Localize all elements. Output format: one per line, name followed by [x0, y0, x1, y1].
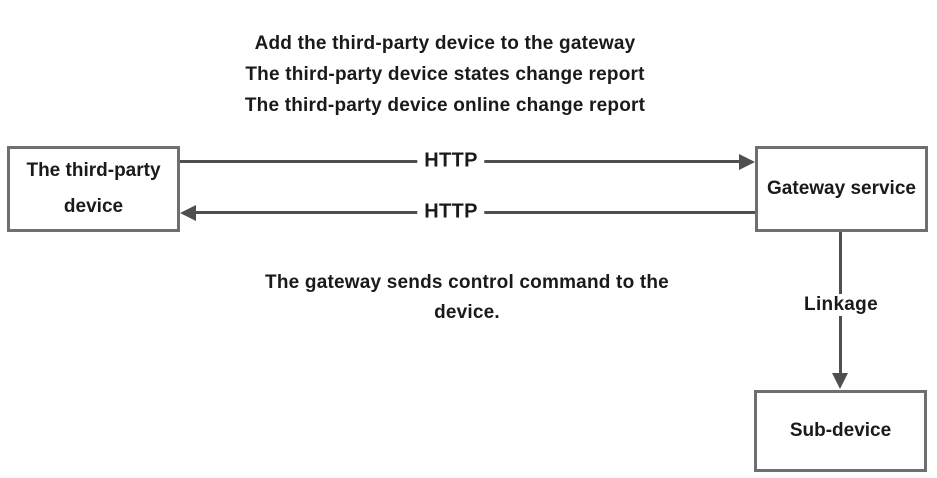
edge-linkage-label: Linkage [797, 294, 885, 316]
edge-request-arrowhead-right-icon [739, 154, 755, 170]
node-sub-device-label: Sub-device [789, 420, 892, 441]
node-gateway-service [755, 146, 928, 232]
middle-note [167, 268, 767, 328]
node-gateway-service-label: Gateway service [767, 178, 916, 199]
edge-response-arrowhead-left-icon [180, 205, 196, 221]
top-note-line-2: The third-party device states change report [245, 64, 645, 85]
edge-request-label: HTTP [417, 150, 484, 173]
node-sub-device [754, 390, 927, 472]
top-note-line-1: Add the third-party device to the gateway [254, 33, 636, 54]
edge-linkage-arrowhead-down-icon [832, 373, 848, 389]
middle-note-line-2: device. [434, 302, 500, 323]
node-third-party-device-label-line1: The third-party [26, 160, 161, 181]
edge-response-label: HTTP [417, 201, 484, 224]
middle-note-line-1: The gateway sends control command to the [265, 272, 669, 293]
top-notes [145, 28, 745, 121]
node-third-party-device-label-line2: device [63, 196, 124, 217]
node-third-party-device [7, 146, 180, 232]
top-note-line-3: The third-party device online change report [244, 95, 646, 116]
